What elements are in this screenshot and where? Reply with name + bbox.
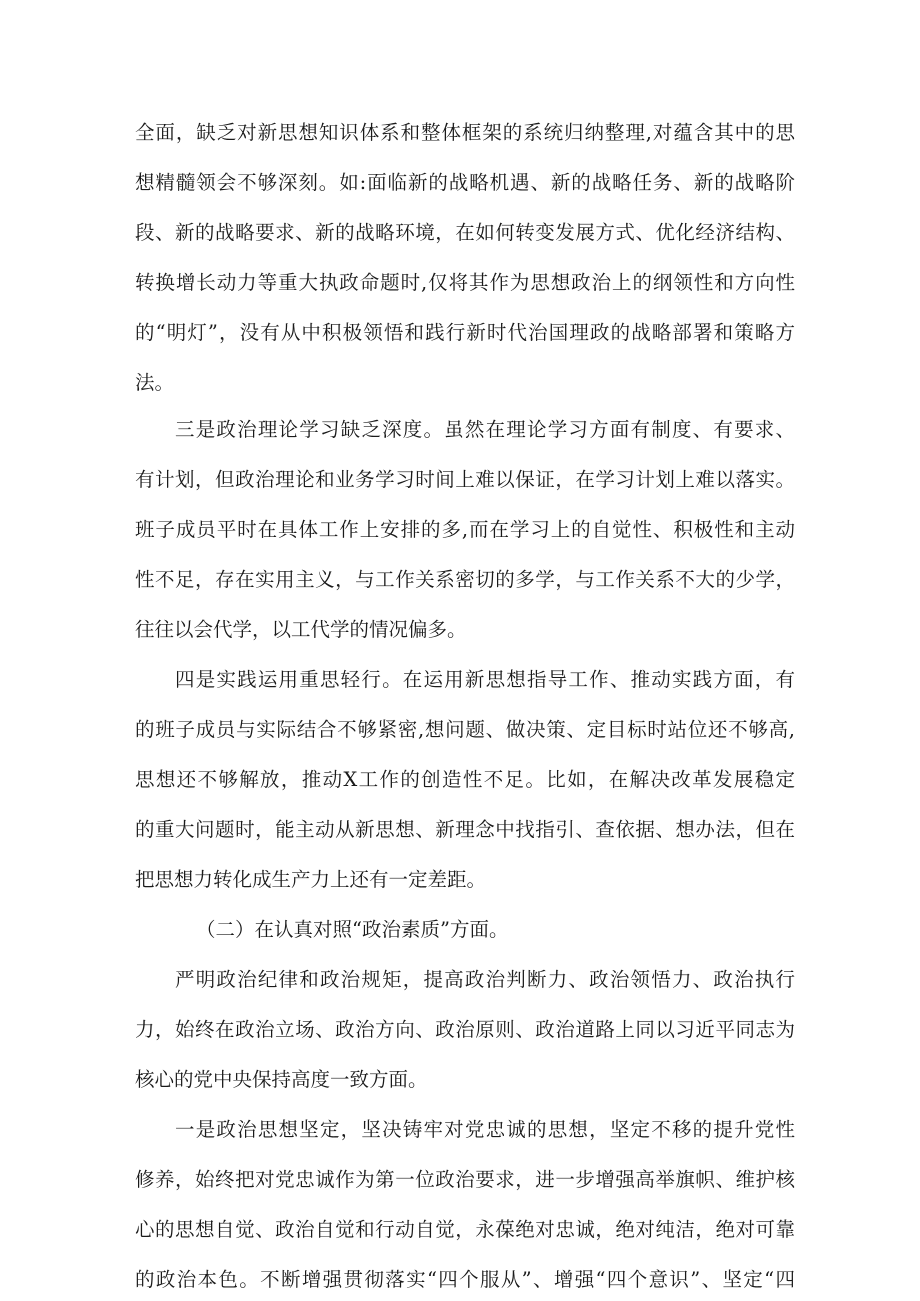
text-line: 的班子成员与实际结合不够紧密,想问题、做决策、定目标时站位还不够高, [135, 718, 795, 741]
text-line: 往往以会代学，以工代学的情况偏多。 [135, 618, 467, 641]
paragraph-first-line: 一是政治思想坚定，坚决铸牢对党忠诚的思想，坚定不移的提升党性 [175, 1118, 795, 1141]
text-line: 法。 [135, 371, 175, 394]
text-line: 班子成员平时在具体工作上安排的多,而在学习上的自觉性、积极性和主动 [135, 518, 795, 541]
paragraph-first-line: 四是实践运用重思轻行。在运用新思想指导工作、推动实践方面，有 [175, 668, 795, 691]
text-line: 段、新的战略要求、新的战略环境，在如何转变发展方式、优化经济结构、 [135, 221, 795, 244]
text-line: 的“明灯”，没有从中积极领悟和践行新时代治国理政的战略部署和策略方 [135, 321, 795, 344]
paragraph-first-line: 严明政治纪律和政治规矩，提高政治判断力、政治领悟力、政治执行 [175, 968, 795, 991]
text-line: 全面，缺乏对新思想知识体系和整体框架的系统归纳整理,对蕴含其中的思 [135, 121, 795, 144]
text-line: 转换增长动力等重大执政命题时,仅将其作为思想政治上的纲领性和方向性 [135, 271, 795, 294]
paragraph-first-line: 三是政治理论学习缺乏深度。虽然在理论学习方面有制度、有要求、 [175, 418, 795, 441]
text-line: 力，始终在政治立场、政治方向、政治原则、政治道路上同以习近平同志为 [135, 1018, 795, 1041]
text-line: 修养，始终把对党忠诚作为第一位政治要求，进一步增强高举旗帜、维护核 [135, 1168, 795, 1191]
text-line: 性不足，存在实用主义，与工作关系密切的多学，与工作关系不大的少学， [135, 568, 795, 591]
text-line: 思想还不够解放，推动X工作的创造性不足。比如，在解决改革发展稳定 [135, 768, 795, 791]
text-line: 有计划，但政治理论和业务学习时间上难以保证，在学习计划上难以落实。 [135, 468, 795, 491]
text-line: 把思想力转化成生产力上还有一定差距。 [135, 868, 487, 891]
text-line: 心的思想自觉、政治自觉和行动自觉，永葆绝对忠诚，绝对纯洁，绝对可靠 [135, 1218, 795, 1241]
text-line: 的重大问题时，能主动从新思想、新理念中找指引、查依据、想办法，但在 [135, 818, 795, 841]
text-line: 想精髓领会不够深刻。如:面临新的战略机遇、新的战略任务、新的战略阶 [135, 171, 795, 194]
text-line: 核心的党中央保持高度一致方面。 [135, 1068, 428, 1091]
text-line: 的政治本色。不断增强贯彻落实“四个服从”、增强“四个意识”、坚定“四 [135, 1268, 795, 1291]
section-heading: （二）在认真对照“政治素质”方面。 [196, 918, 509, 941]
